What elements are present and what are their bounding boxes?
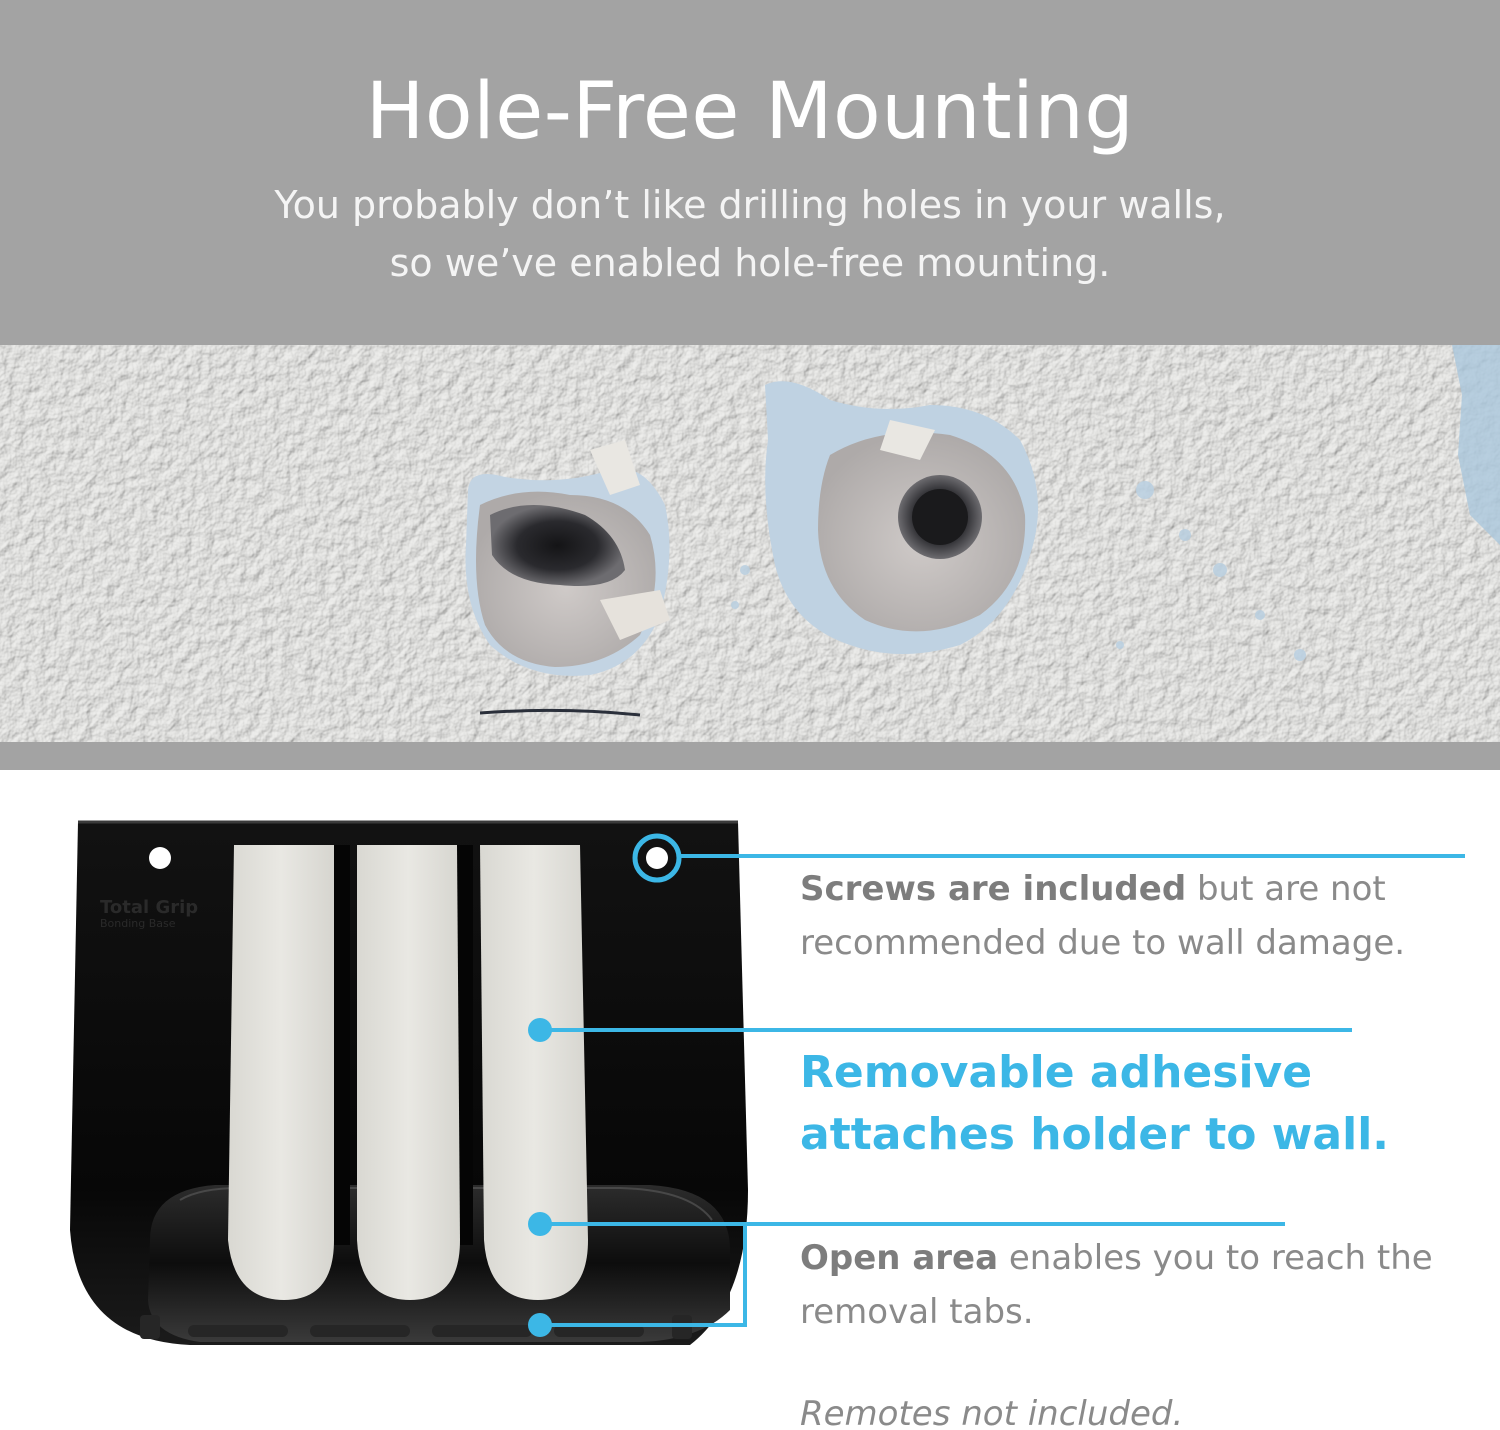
adhesive-callout-line-1: Removable adhesive <box>800 1047 1313 1098</box>
embossed-sub: Bonding Base <box>100 917 176 930</box>
adhesive-callout <box>800 1042 1480 1166</box>
embossed-brand: Total Grip <box>100 897 199 918</box>
page-title: Hole-Free Mounting <box>365 67 1135 157</box>
screws-callout-bold: Screws are included <box>800 869 1187 909</box>
remotes-footnote: Remotes not included. <box>800 1394 1184 1430</box>
screws-callout-rest: but are not recommended due to wall damage. <box>800 869 1406 963</box>
page-subtitle <box>0 176 1500 292</box>
screws-callout <box>800 862 1490 970</box>
screw-hole-left <box>149 847 171 869</box>
open-area-marker-dot-2 <box>528 1313 552 1337</box>
subtitle-line-2: so we’ve enabled hole-free mounting. <box>389 241 1111 285</box>
screw-hole-right <box>646 847 668 869</box>
adhesive-marker-dot <box>528 1018 552 1042</box>
subtitle-line-1: You probably don’t like drilling holes in your walls, <box>274 183 1226 227</box>
open-area-callout-bold: Open area <box>800 1238 999 1278</box>
adhesive-strip-2 <box>357 845 460 1300</box>
open-area-callout <box>800 1231 1490 1339</box>
wall-divider-strip <box>0 742 1500 770</box>
adhesive-strip-1 <box>228 845 334 1300</box>
open-area-callout-rest: enables you to reach the removal tabs. <box>800 1238 1433 1332</box>
header-banner <box>0 0 1500 345</box>
drilled-hole-2 <box>765 381 1038 654</box>
open-area-marker-dot-1 <box>528 1212 552 1236</box>
adhesive-callout-line-2: attaches holder to wall. <box>800 1109 1389 1160</box>
damaged-wall-photo <box>0 345 1500 742</box>
